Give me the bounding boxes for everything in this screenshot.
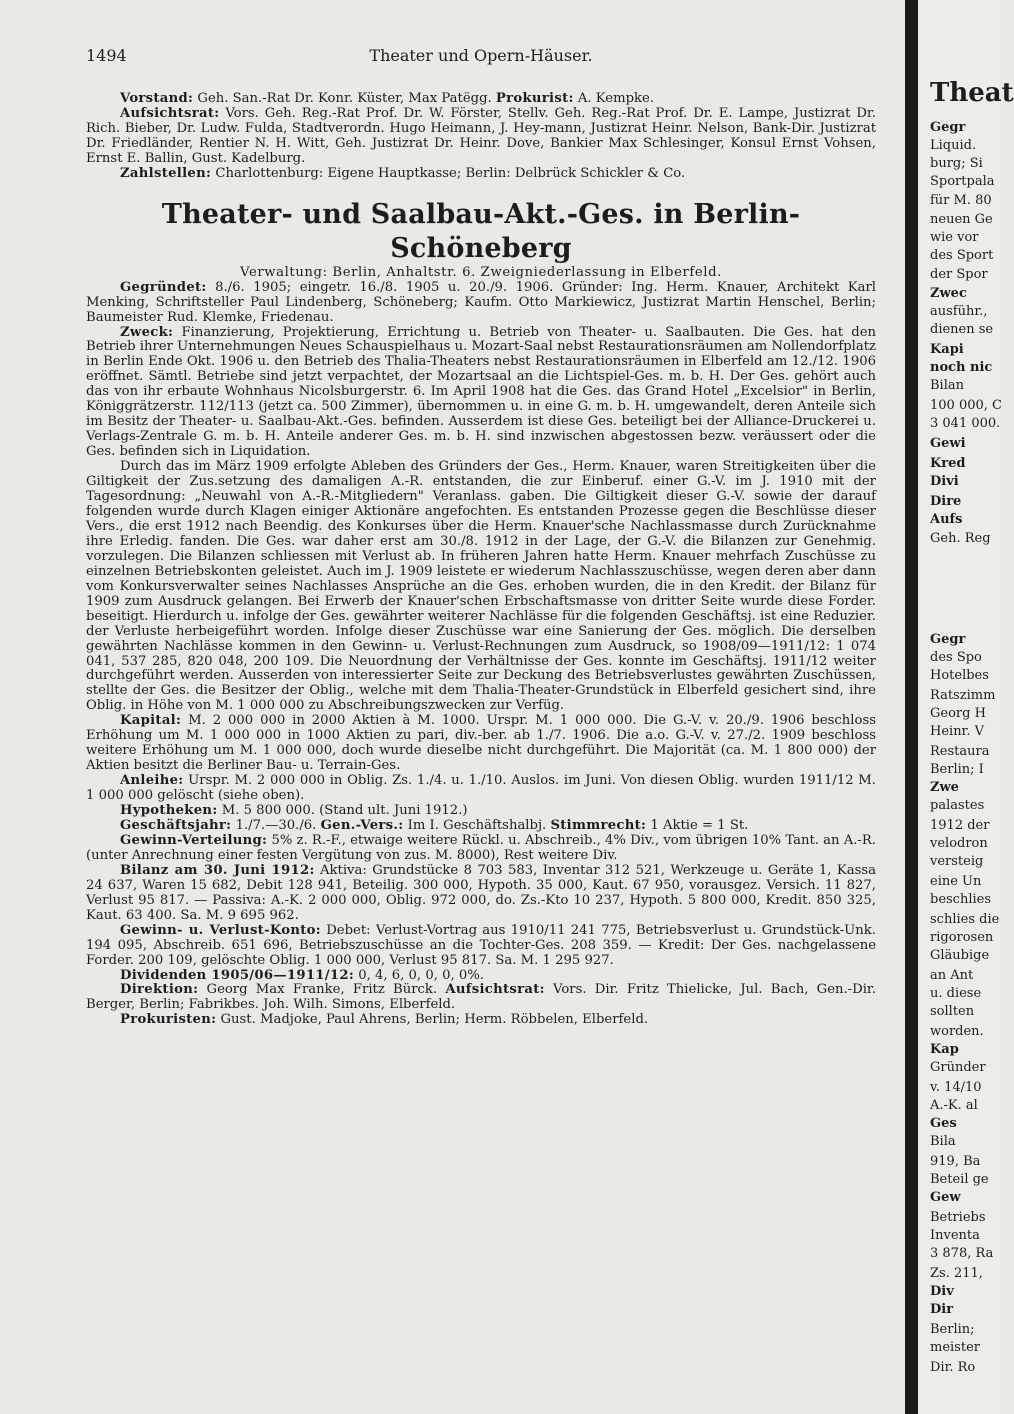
next-column-fragment: rigorosen	[930, 930, 994, 945]
knauer-paragraph: Durch das im März 1909 erfolgte Ableben des Gründers der Ges., Herm. Knauer, waren Streitigkeiten über die Giltigkeit der Zus.setzung des damaligen A.-R. entstanden, die zur Einberuf. einer G.-V. im J. 1910 mit der Tagesordnung: „Neuwahl von A.-R.-Mitgliedern" Veranlass. gaben. Die Giltigkeit dieser G.-V. sowie der darauf folgenden wurde durch Klagen einiger Aktionäre angefochten. Es entstanden Prozesse gegen die Beschlüsse dieser Vers., die erst 1912 nach Beendig. des Konkurses über die Herm. Knauer'sche Nachlassmasse durch Zurücknahme ihre Erledig. fanden. Die Ges. war daher erst am 30./8. 1912 in der Lage, der G.-V. die Bilanzen zur Genehmig. vorzulegen. Die Bilanzen schliessen mit Verlust ab. In früheren Jahren hatte Herm. Knauer mehrfach Zuschüsse zu einzelnen Betriebskonten geleistet. Auch im J. 1909 leistete er wiederum Nachlasszuschüsse, wegen deren aber dann vom Konkursverwalter seines Nachlasses Ansprüche an die Ges. erhoben wurden, die in den Kredit. der Bilanz für 1909 zum Ausdruck gelangen. Bei Erwerb der Knauer'schen Erbschaftsmasse von dritter Seite wurde diese Forder. beseitigt. Hierdurch u. infolge der Ges. gewährter weiterer Nachlässe für die folgenden Geschäftsj. ist eine Reduzier. der Verluste herbeigeführt worden. Infolge dieser Zuschüsse war eine Sanierung der Ges. möglich. Die derselben gewährten Nachlässe kommen in den Gewinn- u. Verlust-Rechnungen zum Ausdruck, so 1908/09—1911/12: 1 074 041, 537 285, 820 048, 200 109. Die Neuordnung der Verhältnisse der Ges. konnte im Geschäftsj. 1911/12 weiter durchgeführt werden. Ausserden von interessierter Seite zur Deckung des Betriebsverlustes gewährten Zuschüssen, stellte der Ges. die Besitzer der Oblig., welche mit dem Thalia-Theater-Grundstück in Elberfeld gesichert sind, ihre Oblig. in Höhe von M. 1 000 000 zu Abschreibungszwecken zur Verfüg.	[86, 459, 876, 714]
vorstand-label: Vorstand:	[120, 91, 194, 106]
next-column-fragment: Beteil ge	[930, 1172, 989, 1187]
next-column-fragment: Bilan	[930, 378, 964, 393]
next-column-fragment: Inventa	[930, 1228, 980, 1243]
running-title: Theater und Opern-Häuser.	[369, 46, 593, 65]
anleihe-label: Anleihe:	[120, 773, 184, 789]
next-column-fragment: Berlin;	[930, 1322, 975, 1337]
next-column-fragment: Geh. Reg	[930, 531, 991, 546]
next-column-fragment: Dir. Ro	[930, 1360, 976, 1375]
hypotheken-label: Hypotheken:	[120, 803, 218, 819]
zahlstellen-label: Zahlstellen:	[120, 165, 212, 181]
gewinnkonto-entry	[86, 924, 876, 969]
next-column-fragment: des Sport	[930, 248, 994, 263]
stimmrecht-text: 1 Aktie = 1 St.	[650, 817, 749, 833]
next-column-fragment: noch nic	[930, 360, 993, 375]
next-column-fragment: 919, Ba	[930, 1154, 981, 1169]
bilanz-entry	[86, 864, 876, 924]
zweck-text: Finanzierung, Projektierung, Errichtung u. Betrieb von Theater- u. Saalbauten. Die Ges. hat den Betrieb ihrer Unternehmungen Neues Schauspielhaus u. Mozart-Saal nebst Restaurationsräumen am Nollendorfplatz in Berlin Ende Okt. 1906 u. den Betrieb des Thalia-Theaters nebst Restaurationsräumen in Elberfeld am 12./12. 1906 eröffnet. Sämtl. Betriebe sind jetzt verpachtet, der Mozartsaal an die Lichtspiel-Ges. m. b. H. Der Ges. gehört auch das von ihr erbaute Wohnhaus Nicolsburgerstr. 6. Im April 1908 hat die Ges. das Grand Hotel „Excelsior" in Berlin, Königgrätzerstr. 112/113 (jetzt ca. 500 Zimmer), übernommen u. in eine G. m. b. H. umgewandelt, deren Anteile sich im Besitz der Theater- u. Saalbau-Akt.-Ges. befinden. Ausserdem ist diese Ges. beteiligt bei der Alliance-Druckerei u. Verlags-Zentrale G. m. b. H. Anteile anderer Ges. m. b. H. sind inzwischen abgestossen bezw. veräussert oder die Ges. befinden sich in Liquidation.	[86, 324, 876, 460]
prokuristen-label: Prokuristen:	[120, 1012, 217, 1028]
bilanz-label: Bilanz am 30. Juni 1912:	[120, 862, 315, 878]
next-column-fragment: Dir	[930, 1302, 954, 1317]
next-column-fragment: Gegr	[930, 632, 966, 647]
gegruendet-label: Gegründet:	[120, 279, 207, 295]
gegruendet-text: 8./6. 1905; eingetr. 16./8. 1905 u. 20./9. 1906. Gründer: Ing. Herm. Knauer, Architekt Karl Menking, Schriftsteller Paul Lindenberg, Schöneberg; Kaufm. Otto Markiewicz, Justizrat Martin Henschel, Berlin; Baumeister Rud. Klemke, Friedenau.	[86, 279, 876, 325]
genvers-text: Im I. Geschäftshalbj.	[407, 817, 547, 833]
next-column-fragment: Gewi	[930, 436, 966, 451]
next-column-fragment: schlies die	[930, 912, 1000, 927]
next-column-fragment: beschlies	[930, 892, 992, 907]
company-subtitle: Verwaltung: Berlin, Anhaltstr. 6. Zweigniederlassung in Elberfeld.	[240, 264, 722, 280]
next-column-fragment: Kap	[930, 1042, 959, 1057]
aufsichtsrat2-text: Vors. Dir. Fritz Thielicke, Jul. Bach, Gen.-Dir. Berger, Berlin; Fabrikbes. Joh. Wilh. Simons, Elberfeld.	[86, 982, 876, 1013]
next-column-fragment: Liquid.	[930, 138, 977, 153]
next-column-fragment: worden.	[930, 1024, 984, 1039]
next-column-fragment: Zwe	[930, 780, 959, 795]
next-column-fragment: Georg H	[930, 706, 986, 721]
kapital-text: M. 2 000 000 in 2000 Aktien à M. 1000. Urspr. M. 1 000 000. Die G.-V. v. 20./9. 1906 beschloss Erhöhung um M. 1 000 000 in 1000 Aktien zu pari, div.-ber. ab 1./7. 1906. Die a.o. G.-V. v. 27./2. 1909 beschloss weitere Erhöhung um M. 1 000 000, doch wurde dieselbe nicht durchgeführt. Die Majorität (ca. M. 1 800 000) der Aktien besitzt die Berliner Bau- u. Terrain-Ges.	[86, 713, 876, 774]
next-column-fragment: Restaura	[930, 744, 990, 759]
binding-gutter	[905, 0, 918, 1414]
aufsichtsrat-label: Aufsichtsrat:	[120, 105, 220, 121]
zweck-entry	[86, 326, 876, 461]
next-column-fragment: burg; Si	[930, 156, 983, 171]
dividenden-label: Dividenden 1905/06—1911/12:	[120, 967, 355, 983]
next-column-fragment: Theat	[930, 78, 1014, 108]
next-column-fragment: neuen Ge	[930, 212, 993, 227]
next-column-fragment: Aufs	[930, 512, 963, 527]
next-column-fragment: wie vor	[930, 230, 979, 245]
gegruendet-entry	[86, 281, 876, 326]
running-header	[86, 46, 876, 70]
aufsichtsrat-text: Vors. Geh. Reg.-Rat Prof. Dr. W. Förster, Stellv. Geh. Reg.-Rat Prof. Dr. E. Lampe, Justizrat Dr. Rich. Bieber, Dr. Ludw. Fulda, Stadtverordn. Hugo Heimann, J. Hey-mann, Justizrat Heinr. Nelson, Bank-Dir. Justizrat Dr. Friedländer, Rentier N. H. Witt, Geh. Justizrat Dr. Heinr. Dove, Bankier Max Schlesinger, Konsul Ernst Vohsen, Ernst E. Ballin, Gust. Kadelburg.	[86, 105, 876, 166]
next-column-fragment: Kred	[930, 456, 966, 471]
next-column-fragment: meister	[930, 1340, 980, 1355]
next-column-fragment: Betriebs	[930, 1210, 986, 1225]
gewinnverteilung-text: 5% z. R.-F., etwaige weitere Rückl. u. Abschreib., 4% Div., vom übrigen 10% Tant. an A.-R. (unter Anrechnung einer festen Vergütung von zus. M. 8000), Rest weitere Div.	[86, 832, 876, 863]
gewinnverteilung-entry	[86, 834, 876, 864]
prokurist-text: A. Kempke.	[577, 91, 655, 106]
geschaeftsjahr-entry	[86, 819, 876, 834]
gewinnkonto-label: Gewinn- u. Verlust-Konto:	[120, 922, 321, 938]
vorstand-entry	[86, 92, 876, 107]
next-column-fragment: 3 041 000.	[930, 416, 1001, 431]
prokurist-label: Prokurist:	[495, 91, 574, 106]
next-column-fragment: Gegr	[930, 120, 966, 135]
aufsichtsrat2-label: Aufsichtsrat:	[445, 982, 545, 998]
geschaeftsjahr-text: 1./7.—30./6.	[235, 817, 317, 833]
stimmrecht-label: Stimmrecht:	[550, 817, 647, 833]
hypotheken-entry	[86, 804, 876, 819]
dividenden-entry	[86, 969, 876, 984]
next-column-fragment: Dire	[930, 494, 962, 509]
prokuristen-entry	[86, 1013, 876, 1028]
kapital-label: Kapital:	[120, 713, 182, 729]
zweck-label: Zweck:	[120, 324, 174, 340]
zahlstellen-text: Charlottenburg: Eigene Hauptkasse; Berlin: Delbrück Schickler & Co.	[215, 165, 686, 181]
main-column	[86, 92, 876, 1028]
next-column-fragment: Ratszimm	[930, 688, 996, 703]
next-column-fragments	[930, 0, 1014, 1414]
next-column-fragment: Berlin; I	[930, 762, 984, 777]
next-column-fragment: dienen se	[930, 322, 994, 337]
hypotheken-text: M. 5 800 000. (Stand ult. Juni 1912.)	[221, 803, 468, 819]
anleihe-entry	[86, 774, 876, 804]
next-column-fragment: v. 14/10	[930, 1080, 982, 1095]
direktion-entry	[86, 983, 876, 1013]
next-column-fragment: 100 000, C	[930, 398, 1002, 413]
next-column-fragment: Ges	[930, 1116, 957, 1131]
next-column-fragment: versteig	[930, 854, 984, 869]
next-column-fragment: eine Un	[930, 874, 982, 889]
company-title: Theater- und Saalbau-Akt.-Ges. in Berlin-Schöneberg	[161, 198, 801, 264]
next-column-fragment: Sportpala	[930, 174, 995, 189]
vorstand-text: Geh. San.-Rat Dr. Konr. Küster, Max Patëgg.	[197, 91, 492, 106]
next-column-fragment: Zwec	[930, 286, 967, 301]
next-column-fragment: Gründer	[930, 1060, 986, 1075]
zahlstellen-entry	[86, 167, 876, 182]
next-column-fragment: der Spor	[930, 267, 988, 282]
genvers-label: Gen.-Vers.:	[320, 817, 404, 833]
dividenden-text: 0, 4, 6, 0, 0, 0, 0%.	[358, 967, 484, 983]
next-column-fragment: u. diese	[930, 986, 982, 1001]
next-column-fragment: Divi	[930, 474, 959, 489]
next-column-fragment: des Spo	[930, 650, 982, 665]
next-column-fragment: A.-K. al	[930, 1098, 978, 1113]
next-column-fragment: velodron	[930, 836, 988, 851]
aufsichtsrat-entry	[86, 107, 876, 167]
next-column-fragment: an Ant	[930, 968, 974, 983]
direktion-text: Georg Max Franke, Fritz Bürck.	[206, 982, 438, 998]
next-column-fragment: Gläubige	[930, 948, 990, 963]
next-column-fragment: 1912 der	[930, 818, 990, 833]
next-column-fragment: für M. 80	[930, 193, 992, 208]
next-column-fragment: Div	[930, 1284, 954, 1299]
next-column-fragment: Gew	[930, 1190, 961, 1205]
bilanz-text: Aktiva: Grundstücke 8 703 583, Inventar 312 521, Werkzeuge u. Geräte 1, Kassa 24 637, Waren 15 682, Debit 128 941, Beteilig. 300 000, Hypoth. 35 000, Kaut. 67 950, vorausgez. Versich. 11 827, Verlust 95 817. — Passiva: A.-K. 2 000 000, Oblig. 972 000, do. Zs.-Kto 10 237, Hypoth. 5 800 000, Kredit. 850 325, Kaut. 63 400. Sa. M. 9 695 962.	[86, 862, 876, 923]
next-column-fragment: sollten	[930, 1004, 975, 1019]
kapital-entry	[86, 714, 876, 774]
next-column-fragment: Hotelbes	[930, 668, 989, 683]
gewinnkonto-text: Debet: Verlust-Vortrag aus 1910/11 241 775, Betriebsverlust u. Grundstück-Unk. 194 095, Abschreib. 651 696, Betriebszuschüsse an die Tochter-Ges. 208 359. — Kredit: Der Ges. nachgelassene Forder. 200 109, gelöschte Oblig. 1 000 000, Verlust 95 817. Sa. M. 1 295 927.	[86, 922, 876, 968]
anleihe-text: Urspr. M. 2 000 000 in Oblig. Zs. 1./4. u. 1./10. Auslos. im Juni. Von diesen Oblig. wurden 1911/12 M. 1 000 000 gelöscht (siehe oben).	[86, 773, 876, 804]
next-column-fragment: 3 878, Ra	[930, 1246, 994, 1261]
gewinnverteilung-label: Gewinn-Verteilung:	[120, 832, 268, 848]
geschaeftsjahr-label: Geschäftsjahr:	[120, 817, 232, 833]
next-column-fragment: Heinr. V	[930, 724, 984, 739]
prokuristen-text: Gust. Madjoke, Paul Ahrens, Berlin; Herm. Röbbelen, Elberfeld.	[220, 1012, 649, 1028]
direktion-label: Direktion:	[120, 982, 199, 998]
next-column-fragment: Kapi	[930, 342, 964, 357]
next-column-fragment: Zs. 211,	[930, 1266, 983, 1281]
next-column-fragment: palastes	[930, 798, 985, 813]
page-number: 1494	[86, 46, 127, 65]
next-column-fragment: Bila	[930, 1134, 956, 1149]
next-column-fragment: ausführ.,	[930, 304, 988, 319]
